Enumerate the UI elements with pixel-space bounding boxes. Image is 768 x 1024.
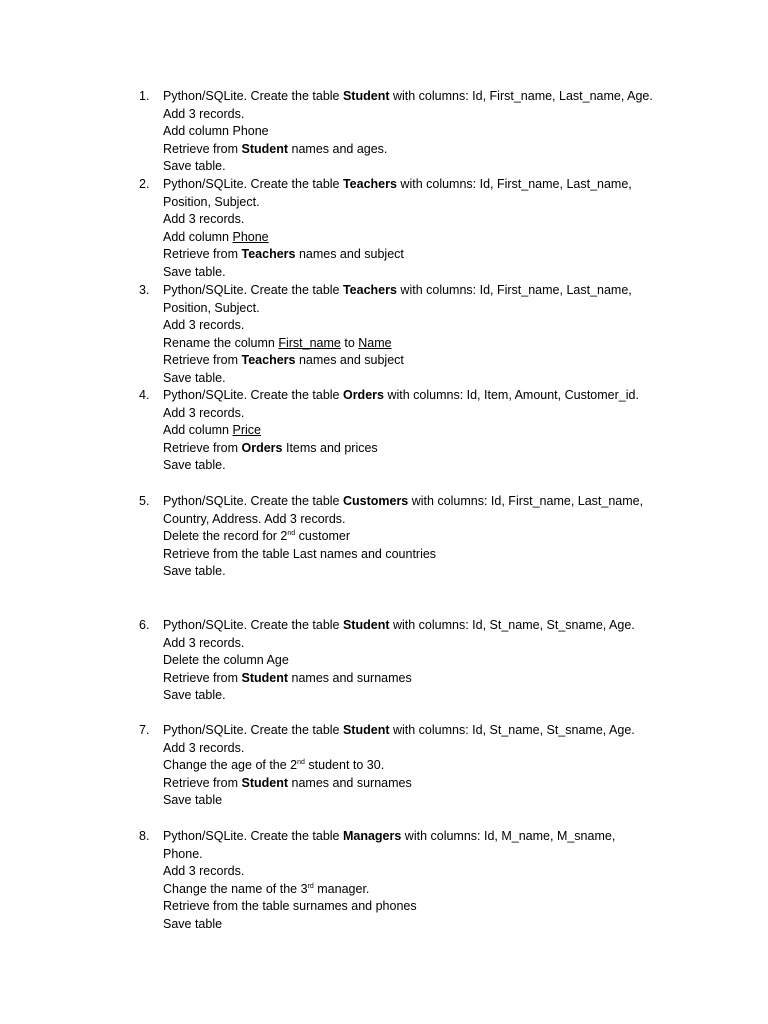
text-segment: Save table. [163,159,226,174]
task-line [163,246,404,264]
task-number: 4. [139,388,150,402]
text-segment: Python/SQLite. Create the table [163,89,343,103]
text-segment: Add 3 records. [163,212,245,227]
task-number: 6. [139,618,150,632]
task-line [163,300,260,318]
text-segment: names and subject [295,353,404,368]
task-line [163,141,387,159]
text-segment: Add column Phone [163,124,269,139]
text-segment: Python/SQLite. Create the table [163,388,343,402]
table-name: Student [241,670,289,685]
text-segment: Change the name of the 3 [163,881,308,896]
task-line [163,617,635,635]
text-segment: Delete the column Age [163,653,289,668]
task-line [163,528,350,546]
column-name: Name [358,335,392,350]
table-name: Customers [342,494,409,508]
task-line [163,863,244,881]
table-name: Student [241,775,289,790]
table-name: Orders [342,388,384,402]
text-segment: names and surnames [288,775,412,790]
task-line [163,440,378,458]
task-number: 3. [139,283,150,297]
text-segment: Save table. [163,458,226,473]
task-line [163,722,635,740]
column-name: First_name [278,335,341,350]
task-line [163,563,226,581]
text-segment: with columns: Id, Item, Amount, Customer_id. [383,388,639,402]
task-line [163,405,244,423]
text-segment: Phone. [163,846,203,861]
text-segment: with columns: Id, M_name, M_sname, [401,829,616,843]
task-line [163,123,269,141]
text-segment: student to 30. [304,758,385,773]
task-line [163,335,392,353]
table-name: Teachers [241,353,296,368]
text-segment: customer [295,529,351,544]
table-name: Teachers [241,247,296,262]
text-segment: Add 3 records. [163,864,245,879]
task-line [163,387,639,405]
text-segment: Rename the column [163,335,279,350]
text-segment: Python/SQLite. Create the table [163,723,343,737]
text-segment: Position, Subject. [163,194,260,209]
task-line [163,652,289,670]
task-line [163,457,226,475]
text-segment: with columns: Id, First_name, Last_name, Age. [389,89,653,103]
task-number: 8. [139,829,150,843]
table-name: Teachers [342,283,397,297]
text-segment: Retrieve from the table Last names and countries [163,546,437,561]
table-name: Orders [241,440,283,455]
ordinal-suffix: nd [287,530,296,538]
text-segment: names and surnames [288,670,412,685]
task-line [163,846,203,864]
task-line [163,264,226,282]
task-line [163,370,226,388]
table-name: Student [342,723,390,737]
task-line [163,211,244,229]
text-segment: with columns: Id, St_name, St_sname, Age. [389,723,635,737]
text-segment: Python/SQLite. Create the table [163,494,343,508]
text-segment: Add 3 records. [163,106,245,121]
text-segment: to [340,335,359,350]
task-line [163,687,226,705]
task-line [163,898,417,916]
table-name: Managers [342,829,402,843]
task-line [163,229,269,247]
task-number: 5. [139,494,150,508]
text-segment: Retrieve from [163,141,242,156]
column-name: Phone [232,229,269,244]
text-segment: Items and prices [282,440,378,455]
task-line [163,757,384,775]
text-segment: Save table. [163,371,226,385]
text-segment: Save table. [163,265,226,279]
text-segment: Retrieve from [163,353,242,368]
text-segment: names and subject [295,247,404,262]
task-line [163,176,632,194]
task-number: 1. [139,89,150,103]
text-segment: Python/SQLite. Create the table [163,829,343,843]
task-line [163,106,244,124]
text-segment: Add column [163,229,233,244]
table-name: Student [342,618,390,632]
text-segment: manager. [313,881,370,896]
task-line [163,740,244,758]
text-segment: Add 3 records. [163,740,245,755]
text-segment: Python/SQLite. Create the table [163,283,343,297]
task-line [163,635,244,653]
text-segment: Save table [163,793,223,808]
text-segment: Add 3 records. [163,318,245,333]
table-name: Student [342,89,390,103]
text-segment: Save table. [163,564,226,579]
text-segment: Add column [163,423,233,438]
text-segment: names and ages. [288,141,388,156]
task-number: 7. [139,723,150,737]
ordinal-suffix: rd [307,882,314,890]
text-segment: with columns: Id, St_name, St_sname, Age. [389,618,635,632]
text-segment: Retrieve from the table surnames and phones [163,899,417,914]
text-segment: Save table. [163,688,226,703]
task-line [163,282,632,300]
task-line [163,881,369,899]
text-segment: Delete the record for 2 [163,529,288,544]
text-segment: Retrieve from [163,775,242,790]
task-line [163,194,260,212]
task-line [163,670,412,688]
column-name: Price [232,423,261,438]
text-segment: Python/SQLite. Create the table [163,177,343,191]
task-line [163,546,436,564]
text-segment: with columns: Id, First_name, Last_name, [408,494,644,508]
task-number: 2. [139,177,150,191]
task-line [163,317,244,335]
task-line [163,493,643,511]
table-name: Teachers [342,177,397,191]
table-name: Student [241,141,289,156]
task-line [163,511,346,529]
text-segment: Retrieve from [163,440,242,455]
text-segment: Change the age of the 2 [163,758,298,773]
task-line [163,422,261,440]
text-segment: Add 3 records. [163,635,245,650]
task-line [163,775,412,793]
task-line [163,88,653,106]
ordinal-suffix: nd [297,759,305,767]
task-line [163,828,615,846]
task-line [163,352,404,370]
text-segment: Python/SQLite. Create the table [163,618,343,632]
text-segment: Add 3 records. [163,405,245,420]
task-line [163,916,222,934]
text-segment: with columns: Id, First_name, Last_name, [396,283,632,297]
text-segment: Position, Subject. [163,300,260,315]
task-line [163,158,226,176]
text-segment: Save table [163,917,223,931]
text-segment: Retrieve from [163,247,242,262]
text-segment: with columns: Id, First_name, Last_name, [396,177,632,191]
text-segment: Retrieve from [163,670,242,685]
task-line [163,792,222,810]
text-segment: Country, Address. Add 3 records. [163,511,346,526]
